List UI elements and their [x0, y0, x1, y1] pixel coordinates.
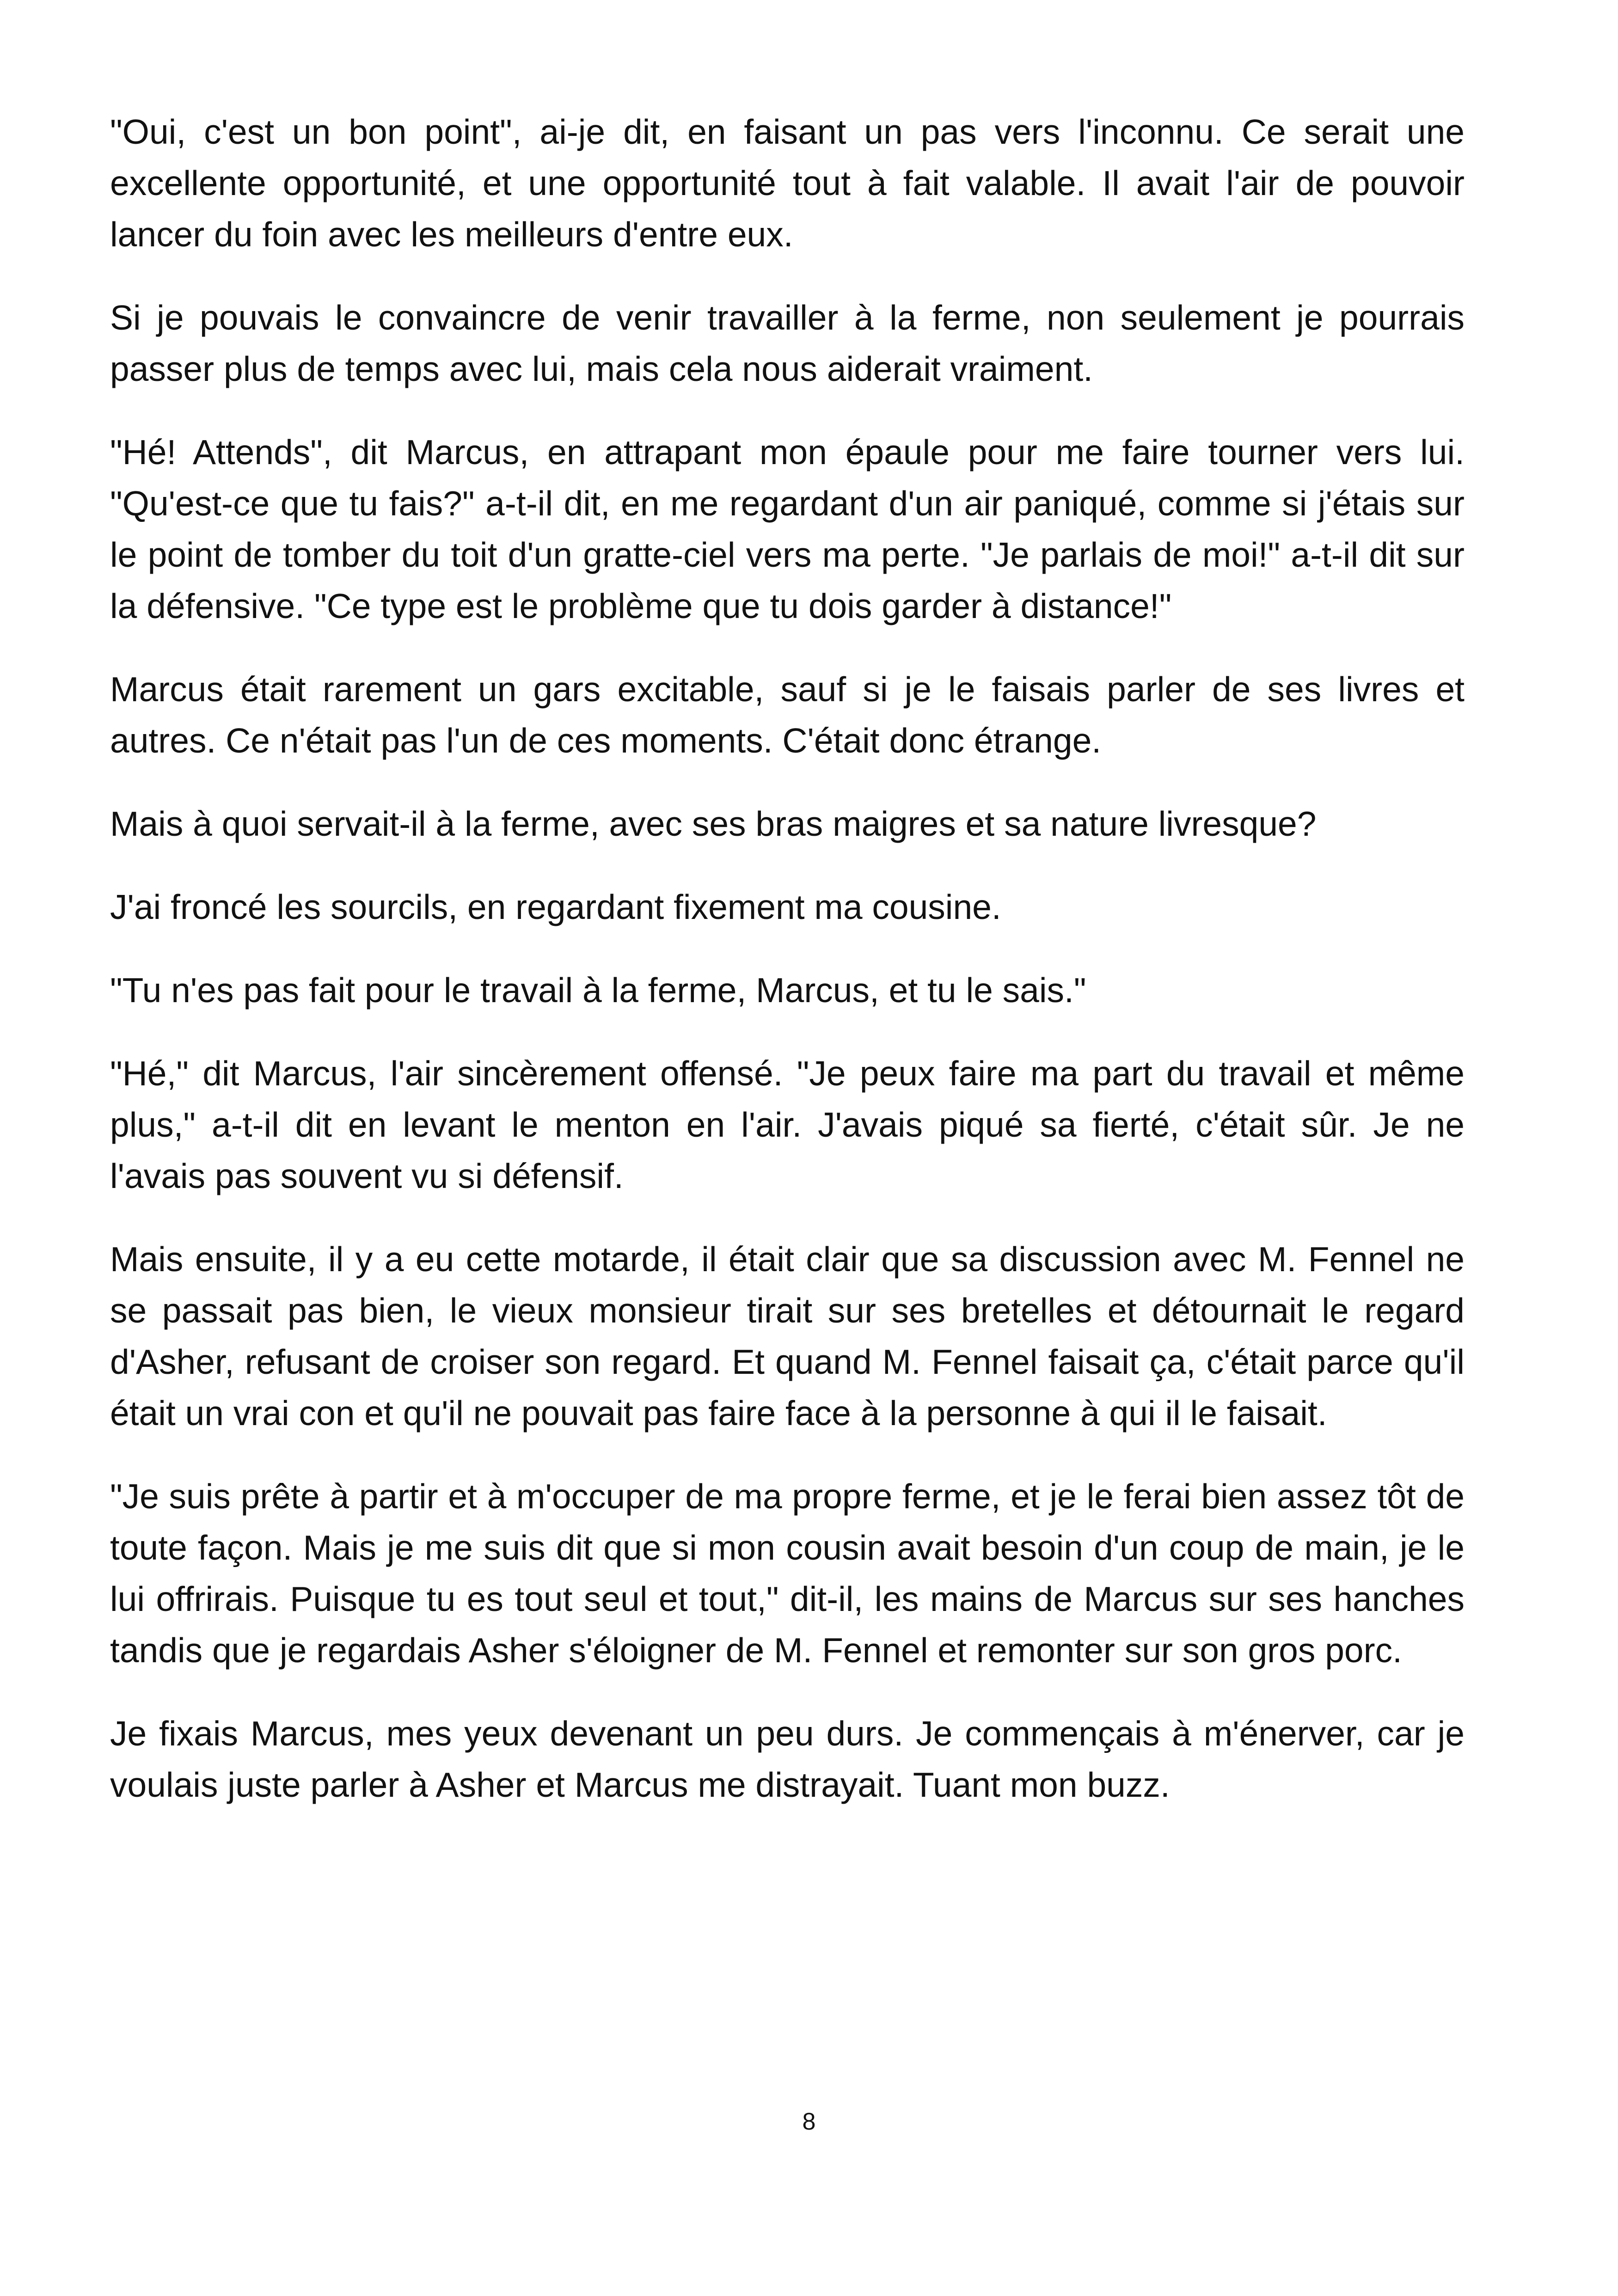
paragraph: Si je pouvais le convaincre de venir travailler à la ferme, non seulement je pourrais passer plus de temps avec lui, mais cela nous aiderait vraiment. [110, 298, 1465, 388]
paragraph: J'ai froncé les sourcils, en regardant fixement ma cousine. [110, 888, 1001, 926]
paragraph: "Oui, c'est un bon point", ai-je dit, en faisant un pas vers l'inconnu. Ce serait une excellente opportunité, et une opportunité tout à fait valable. Il avait l'air de pouvoir lancer du foin avec les meilleurs d'entre eux. [110, 112, 1465, 254]
paragraph: Mais ensuite, il y a eu cette motarde, il était clair que sa discussion avec M. Fennel ne se passait pas bien, le vieux monsieur tirait sur ses bretelles et détournait le regard d'Asher, refusant de croiser son regard. Et quand M. Fennel faisait ça, c'était parce qu'il était un vrai con et qu'il ne pouvait pas faire face à la personne à qui il le faisait. [110, 1240, 1465, 1433]
paragraph: Je fixais Marcus, mes yeux devenant un peu durs. Je commençais à m'énerver, car je voulais juste parler à Asher et Marcus me distrayait. Tuant mon buzz. [110, 1714, 1465, 1804]
paragraph: Mais à quoi servait-il à la ferme, avec ses bras maigres et sa nature livresque? [110, 804, 1317, 843]
paragraph: "Je suis prête à partir et à m'occuper de ma propre ferme, et je le ferai bien assez tôt de toute façon. Mais je me suis dit que si mon cousin avait besoin d'un coup de main, je le lui offrirais. Puisque tu es tout seul et tout," dit-il, les mains de Marcus sur ses hanches tandis que je regardais Asher s'éloigner de M. Fennel et remonter sur son gros porc. [110, 1477, 1465, 1670]
page-number: 8 [802, 2108, 816, 2135]
paragraph: "Hé," dit Marcus, l'air sincèrement offensé. "Je peux faire ma part du travail et même plus," a-t-il dit en levant le menton en l'air. J'avais piqué sa fierté, c'était sûr. Je ne l'avais pas souvent vu si défensif. [110, 1054, 1465, 1195]
paragraph: "Tu n'es pas fait pour le travail à la ferme, Marcus, et tu le sais." [110, 971, 1086, 1010]
paragraph: "Hé! Attends", dit Marcus, en attrapant mon épaule pour me faire tourner vers lui. "Qu'est-ce que tu fais?" a-t-il dit, en me regardant d'un air paniqué, comme si j'étais sur le point de tomber du toit d'un gratte-ciel vers ma perte. "Je parlais de moi!" a-t-il dit sur la défensive. "Ce type est le problème que tu dois garder à distance!" [110, 433, 1465, 625]
paragraph: Marcus était rarement un gars excitable, sauf si je le faisais parler de ses livres et autres. Ce n'était pas l'un de ces moments. C'était donc étrange. [110, 670, 1465, 760]
body-text [110, 106, 1465, 1843]
